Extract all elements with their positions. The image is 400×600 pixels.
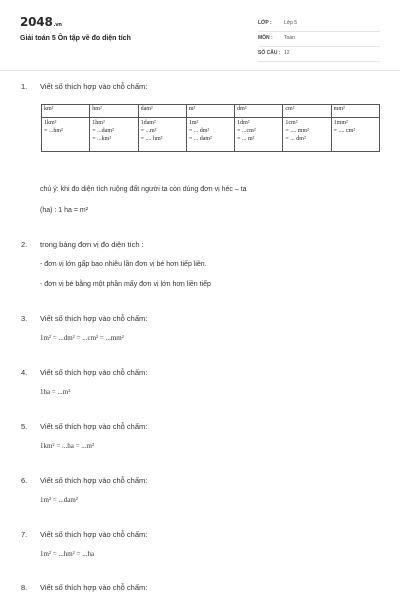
question-text: Viết số thích hợp vào chỗ chấm:: [40, 82, 148, 91]
meta-key: MÔN :: [258, 35, 273, 41]
meta-key: LỚP :: [258, 20, 272, 26]
table-header-cell: km²: [42, 105, 90, 118]
table-header-cell: cm²: [283, 105, 331, 118]
question-line: - đơn vị bé bằng một phần mấy đơn vị lớn hơn liền tiếp: [40, 281, 211, 288]
table-cell: [186, 118, 234, 152]
meta-value: Lớp 5: [284, 20, 298, 26]
table-cell: [90, 118, 138, 152]
cell-line: = ... m²: [237, 136, 255, 142]
cell-line: = ...dam²: [92, 128, 114, 134]
question-number: 3.: [21, 314, 28, 323]
cell-line: = .... mm²: [285, 128, 309, 134]
table-cell: [42, 118, 90, 152]
cell-line: 1hm²: [92, 120, 105, 126]
question-text: Viết số thích hợp vào chỗ chấm:: [40, 368, 148, 377]
question-text: Viết số thích hợp vào chỗ chấm:: [40, 583, 148, 592]
area-units-table: [41, 104, 380, 152]
question-number: 2.: [21, 240, 28, 249]
cell-line: 1dam²: [140, 120, 156, 126]
meta-value: 12: [284, 50, 290, 56]
cell-line: 1dm²: [237, 120, 250, 126]
question-line: 1m² = ...hm² = ...ha: [40, 550, 95, 558]
question-line: 1m² = ...dm² = ...cm² = ...mm²: [40, 334, 124, 342]
question-line: 1m² = ...dam²: [40, 496, 78, 504]
question-number: 8.: [21, 583, 28, 592]
meta-key: SỐ CÂU :: [258, 50, 281, 56]
cell-line: 1cm²: [285, 120, 298, 126]
logo-text: 2048: [20, 15, 53, 29]
meta-row-class: [258, 17, 380, 32]
question-line: 1ha = ...m²: [40, 388, 71, 396]
cell-line: = ... dam²: [188, 136, 212, 142]
question-number: 6.: [21, 476, 28, 485]
cell-line: 1m²: [188, 120, 199, 126]
cell-line: 1km²: [44, 120, 57, 126]
meta-info: [258, 17, 380, 62]
cell-line: = .... cm²: [333, 128, 356, 134]
cell-line: = ...m²: [140, 128, 157, 134]
question-line: 1km² = ...ha = ...m²: [40, 442, 95, 450]
question-text: Viết số thích hợp vào chỗ chấm:: [40, 476, 148, 485]
cell-line: = .... hm²: [140, 136, 163, 142]
question-number: 7.: [21, 530, 28, 539]
question-text: Viết số thích hợp vào chỗ chấm:: [40, 422, 148, 431]
question-text: Viết số thích hợp vào chỗ chấm:: [40, 314, 148, 323]
table-header-cell: dm²: [235, 105, 283, 118]
site-logo[interactable]: [20, 15, 62, 29]
meta-row-subject: [258, 32, 380, 47]
question-number: 1.: [21, 82, 28, 91]
table-cell: [331, 118, 379, 152]
cell-line: = ...hm²: [44, 128, 63, 134]
cell-line: = ...km²: [92, 136, 112, 142]
table-row: [42, 118, 380, 152]
question-text: Viết số thích hợp vào chỗ chấm:: [40, 530, 148, 539]
cell-line: = ... dm²: [285, 136, 306, 142]
cell-line: = ...cm²: [237, 128, 256, 134]
cell-line: 1mm²: [333, 120, 348, 126]
page-header: [0, 0, 400, 68]
table-cell: [138, 118, 186, 152]
cell-line: = ... dm²: [188, 128, 210, 134]
question-number: 5.: [21, 422, 28, 431]
table-header-cell: hm²: [90, 105, 138, 118]
question-line: - đơn vị lớn gấp bao nhiêu lần đơn vị bé hơn tiếp liền.: [40, 261, 207, 268]
meta-row-count: [258, 47, 380, 62]
logo-suffix: .vn: [53, 22, 62, 28]
table-header-row: [42, 105, 380, 118]
table-header-cell: m²: [186, 105, 234, 118]
question-number: 4.: [21, 368, 28, 377]
table-cell: [283, 118, 331, 152]
note-line-1: chú ý: khi đo diện tích ruộng đất người ta còn dùng đơn vị héc – ta: [40, 186, 247, 193]
meta-value: Toán: [284, 35, 295, 41]
table-header-cell: dam²: [138, 105, 186, 118]
question-text: trong bảng đơn vị đo diện tích :: [40, 240, 144, 249]
table-cell: [235, 118, 283, 152]
table-header-cell: mm²: [331, 105, 379, 118]
document-title: Giải toán 5 Ôn tập về đo diện tích: [20, 35, 131, 42]
note-line-2: (ha) : 1 ha = m²: [40, 207, 89, 214]
header-divider: [0, 70, 400, 71]
